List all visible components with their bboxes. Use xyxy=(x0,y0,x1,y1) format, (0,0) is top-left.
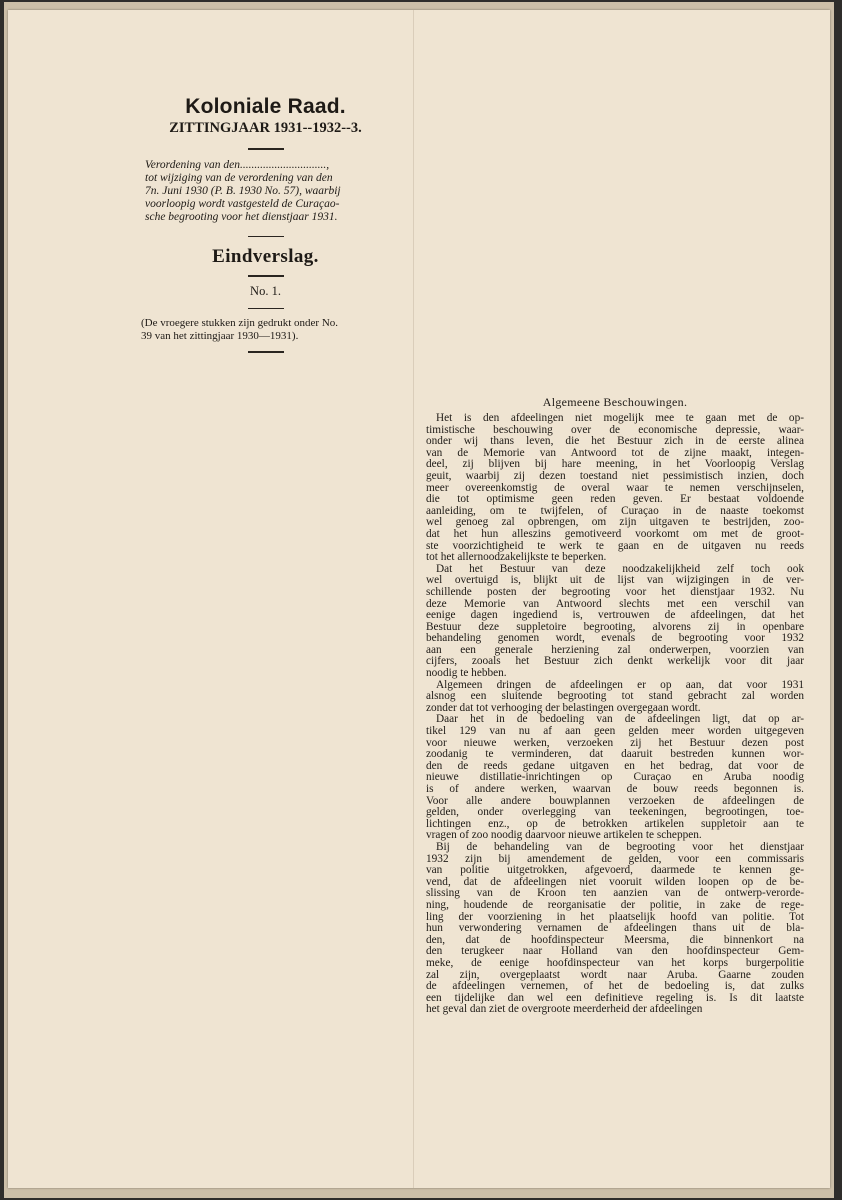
text-line: vend, dat de afdeelingen niet vooruit wilden loopen op de be- xyxy=(426,875,804,888)
text-line: Bestuur deze suppletoire begrooting, alvorens zij in openbare xyxy=(426,620,804,633)
text-line: den de reeds gedane uitgaven en het bedrag, dat voor de xyxy=(426,759,804,772)
divider xyxy=(248,148,284,150)
text-line: dat het hun alleszins gemotiveerd voorkomt om met de groot- xyxy=(426,527,804,540)
text-line: meer overeenkomstig de overal waar te nemen verschijnselen, xyxy=(426,481,804,494)
text-line: Het is den afdeelingen niet mogelijk mee te gaan met de op- xyxy=(436,412,804,424)
divider xyxy=(248,308,284,310)
report-title: Eindverslag. xyxy=(212,246,319,268)
paragraph xyxy=(426,680,804,715)
text-line: deze Memorie van Antwoord slechts met een verschil van xyxy=(426,597,804,610)
text-line: van de Memorie van Antwoord tot de zijne maakt, integen- xyxy=(426,446,804,459)
text-line: zoodanig te verminderen, dat daaruit bestreden kunnen wor- xyxy=(426,748,804,761)
text-line: Dat het Bestuur van deze noodzakelijkheid zelf toch ook xyxy=(436,562,804,575)
text-line: die tot optimisme geen reden geven. Er bestaat voldoende xyxy=(426,493,804,506)
text-line: hun verwondering vernamen de afdeelingen thans uit de bla- xyxy=(426,922,804,935)
text-line: ling der voorziening in het plaatselijk hoofd van politie. Tot xyxy=(426,910,804,923)
report-number: No. 1. xyxy=(250,283,281,298)
council-title: Koloniale Raad. xyxy=(185,95,346,118)
text-line: ste voorzichtigheid te werk te gaan en de uitgaven nu reeds xyxy=(426,539,804,552)
text-line: zal zijn, overgeplaatst wordt naar Aruba. Gaarne zouden xyxy=(426,968,804,981)
text-line: geuit, waarbij zij dezen toestand niet pessimistisch inzien, doch xyxy=(426,469,804,482)
section-heading: Algemeene Beschouwingen. xyxy=(542,395,688,409)
text-line: slissing van de Kroon ten aanzien van de ontwerp-verorde- xyxy=(426,887,804,900)
text-line: lichtingen enz., op de betrokken artikelen suppletoir aan te xyxy=(426,817,804,830)
divider xyxy=(248,275,284,277)
body-text xyxy=(426,413,804,1016)
text-line: Voor alle andere bouwplannen verzoeken de afdeelingen de xyxy=(426,794,804,807)
text-line: is of andere werken, waarvan de bouw reeds begonnen is. xyxy=(426,783,804,795)
text-line: vragen of zoo noodig daarvoor nieuwe artikelen te scheppen. xyxy=(426,829,702,842)
text-line: Daar het in de bedoeling van de afdeelingen ligt, dat op ar- xyxy=(436,713,804,726)
text-line: meke, de eenige hoofdinspecteur van het korps burgerpolitie xyxy=(426,956,804,969)
text-line: den, dat de hoofdinspecteur Meersma, die binnenkort na xyxy=(426,933,804,946)
text-line: 1932 zijn bij amendement de gelden, voor een commissaris xyxy=(426,852,804,865)
text-line: gelden, onder overlegging van teekeningen, begrootingen, toe- xyxy=(426,806,804,819)
text-line: noodig te hebben. xyxy=(426,667,507,680)
page-fold xyxy=(413,10,414,1188)
text-line: Algemeen dringen de afdeelingen er op aan, dat voor 1931 xyxy=(436,678,804,691)
document-page xyxy=(8,10,830,1188)
text-line: alsnog een sluitende begrooting tot stand gebracht zal worden xyxy=(426,690,804,703)
text-line: wel genoeg zal opbrengen, om zijn uitgaven te bestrijden, zoo- xyxy=(426,516,804,529)
text-line: wel overtuigd is, blijkt uit de lijst van wijzigingen in de ver- xyxy=(426,574,804,587)
text-line: het geval dan ziet de overgroote meerderheid der afdeelingen xyxy=(426,1003,703,1016)
paragraph xyxy=(426,564,804,680)
text-line: aanleiding, om te twijfelen, of Curaçao in de naaste toekomst xyxy=(426,504,804,517)
text-line: schillende posten der begrooting voor het dienstjaar 1932. Nu xyxy=(426,585,804,598)
text-line: ning, houdende de reorganisatie der politie, in zake de rege- xyxy=(426,898,804,911)
text-line: cijfers, zooals het Bestuur zich denkt werkelijk voor dit jaar xyxy=(426,655,804,668)
reference-note: (De vroegere stukken zijn gedrukt onder No. 39 van het zittingjaar 1930—1931). xyxy=(141,317,339,342)
text-line: aan een generale herziening zal onderwerpen, voorzien van xyxy=(426,643,804,656)
divider xyxy=(248,351,284,353)
text-line: zonder dat tot verhooging der belastingen overgegaan wordt. xyxy=(426,701,701,714)
text-line: deel, zij blijven bij hare meening, in het Voorloopig Verslag xyxy=(426,458,804,471)
text-line: timistische beschouwing over de economische depressie, waar- xyxy=(426,423,804,436)
body-column xyxy=(426,395,804,1016)
text-line: een tijdelijke dan wel een definitieve regeling is. Is dit laatste xyxy=(426,991,804,1004)
text-line: van politie uitgetrokken, afgevoerd, daarmede te kennen ge- xyxy=(426,864,804,877)
paragraph xyxy=(426,714,804,842)
session-year: ZITTINGJAAR 1931--1932--3. xyxy=(169,120,362,136)
text-line: den terugkeer naar Holland van den hoofdinspecteur Gem- xyxy=(426,945,804,958)
text-line: eenige dagen ingediend is, vertrouwen de afdeelingen, dat het xyxy=(426,609,804,622)
divider xyxy=(248,236,284,238)
text-line: onder wij thans leven, die het Bestuur zich in de eerste alinea xyxy=(426,435,804,448)
header-block xyxy=(133,95,398,362)
text-line: voor nieuwe werken, verzoeken zij het Bestuur dezen post xyxy=(426,736,804,749)
text-line: behandeling genomen wordt, evenals de begrooting voor 1932 xyxy=(426,632,804,645)
paragraph xyxy=(426,842,804,1016)
text-line: tot het allernoodzakelijkste te beperken. xyxy=(426,551,607,564)
text-line: Bij de behandeling van de begrooting voor het dienstjaar xyxy=(436,840,804,853)
ordinance-description: Verordening van den.............................., tot wijziging van de verordening van den 7n. Juni 1930 (P. B. 1930 No. 57), waarbij voorloopig wordt vastgesteld de Curaçao- sche begrooting voor het dienstjaar 1931. xyxy=(145,158,341,224)
text-line: de afdeelingen vernemen, of het de bedoeling is, dat zulks xyxy=(426,980,804,993)
text-line: tikel 129 van nu af aan geen gelden meer worden uitgegeven xyxy=(426,725,804,738)
paragraph xyxy=(426,413,804,564)
text-line: nieuwe distillatie-inrichtingen op Curaçao en Aruba noodig xyxy=(426,771,804,784)
